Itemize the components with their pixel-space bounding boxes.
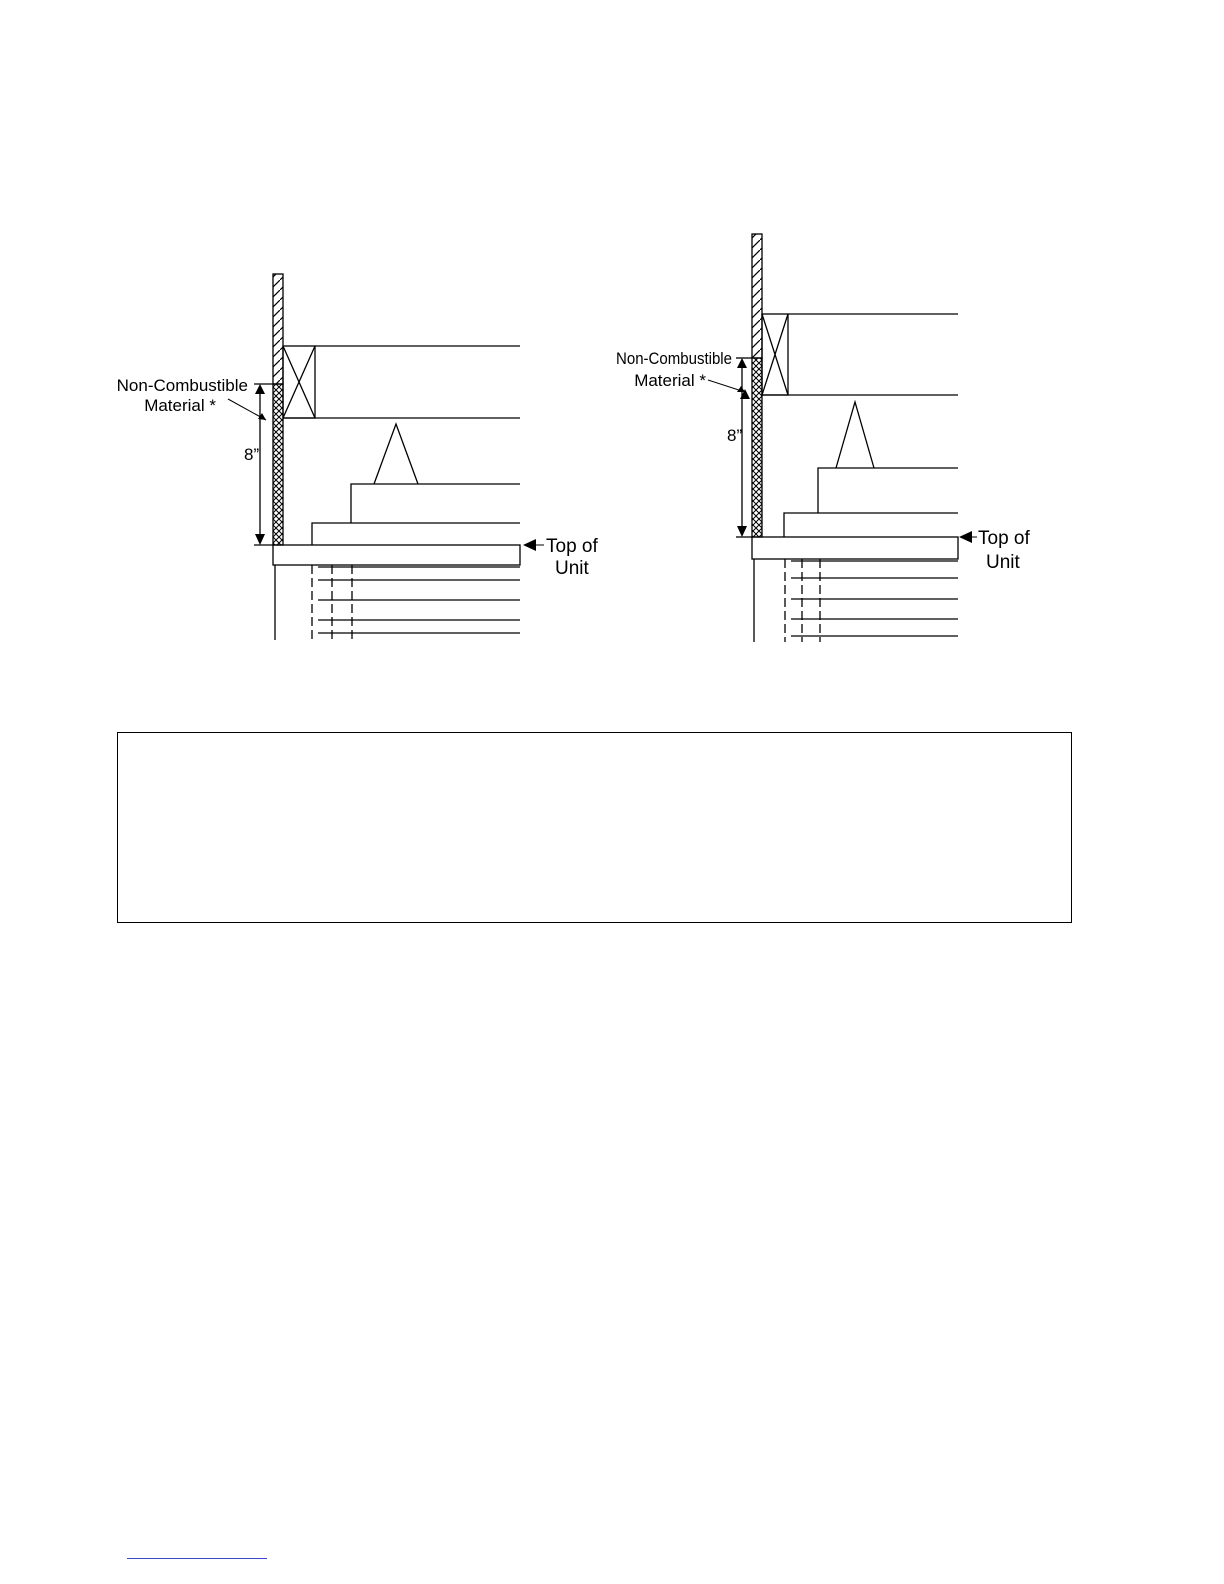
right-top-label-line2: Unit [986, 552, 1020, 573]
right-dimension-label: 8” [727, 426, 743, 445]
unit-top-band [752, 537, 958, 559]
non-combustible-strip [273, 384, 283, 545]
firebox-triangle [836, 402, 874, 468]
right-diagram [708, 234, 977, 642]
right-material-label-line2: Material * [634, 371, 706, 390]
footer-rule [127, 1558, 267, 1559]
left-material-label-line2: Material * [144, 396, 216, 415]
firebox-triangle [374, 424, 418, 484]
left-top-label-line2: Unit [555, 558, 589, 579]
right-material-label-line1: Non-Combustible [616, 349, 732, 368]
right-top-label-line1: Top of [978, 528, 1030, 549]
left-diagram [228, 274, 544, 640]
wall-framing [273, 274, 283, 384]
wall-framing [752, 234, 762, 358]
left-material-label-line1: Non-Combustible [116, 376, 248, 395]
clearance-diagrams [0, 0, 1224, 700]
unit-top-band [273, 545, 520, 565]
left-top-label-line1: Top of [546, 536, 598, 557]
note-box [117, 732, 1072, 923]
left-dimension-label: 8” [244, 445, 260, 464]
non-combustible-strip [752, 358, 762, 537]
